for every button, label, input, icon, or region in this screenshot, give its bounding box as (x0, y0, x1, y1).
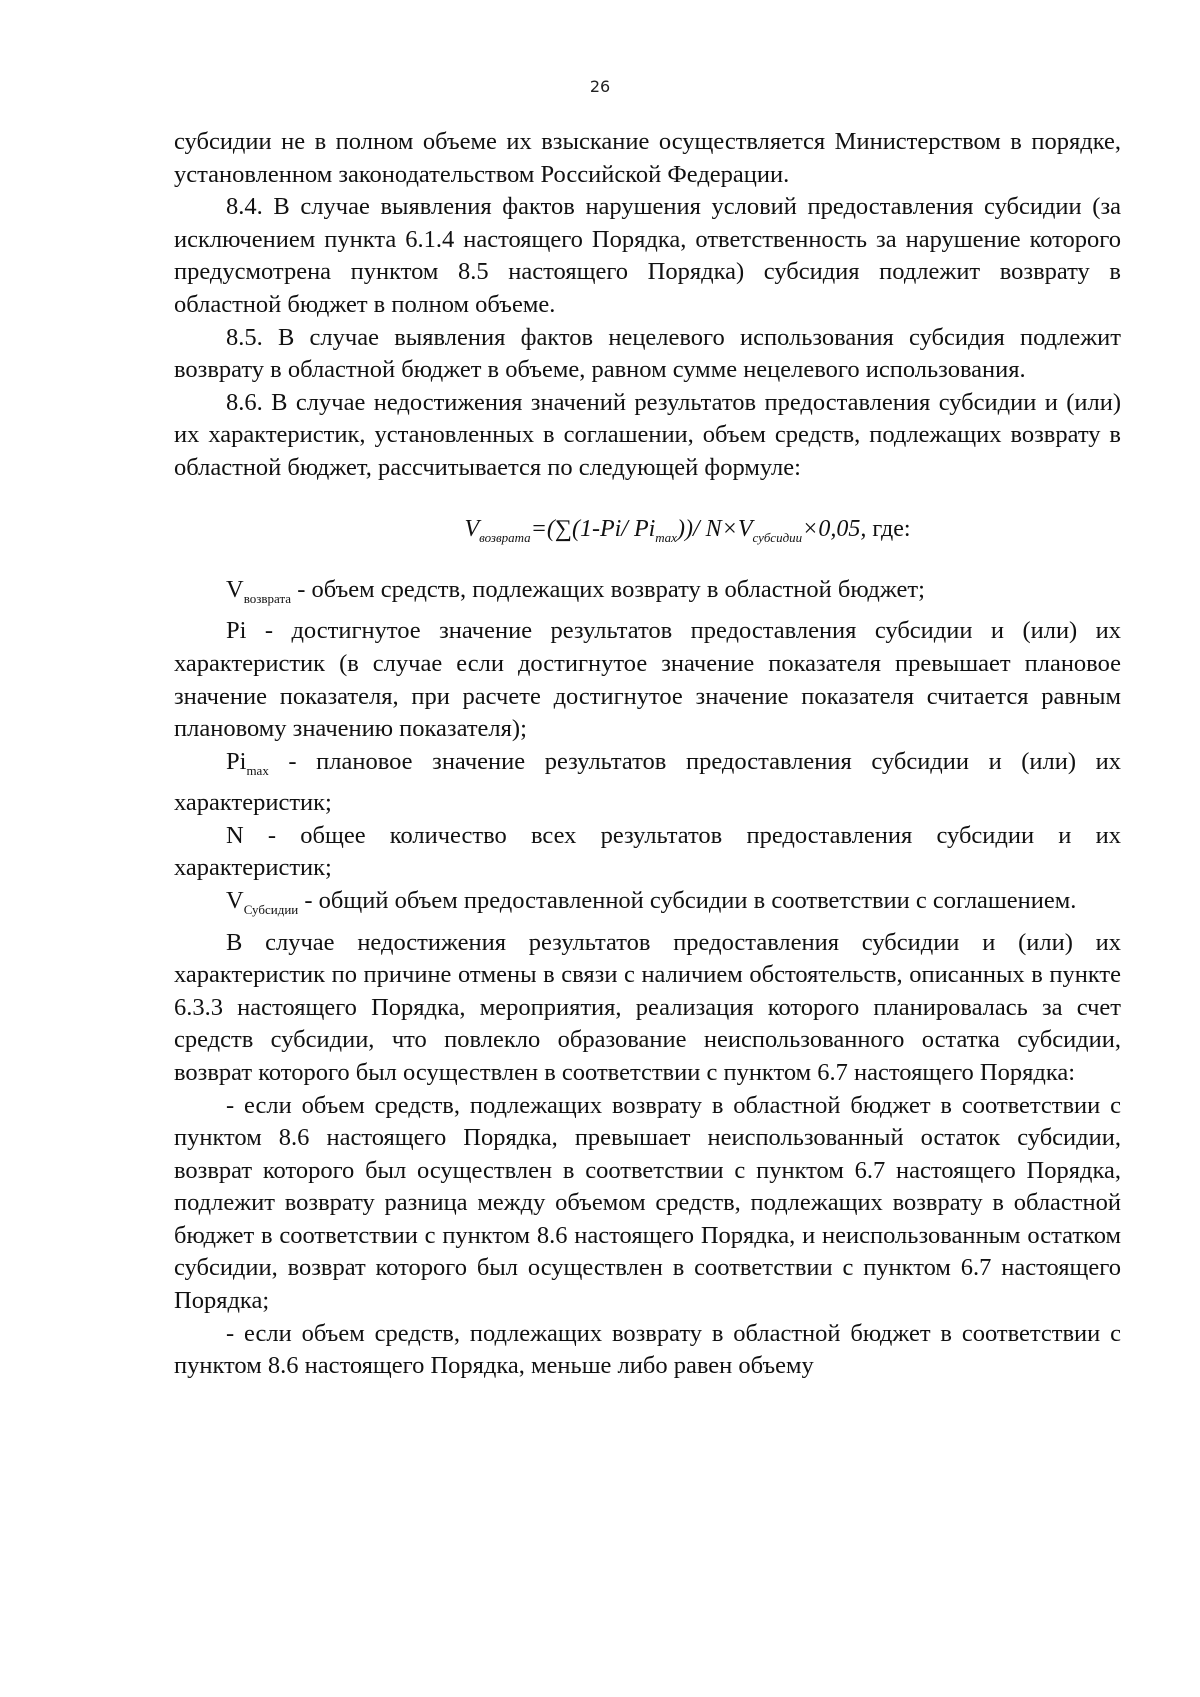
definition-symbol-sub: Субсидии (243, 901, 299, 917)
definition-symbol-sub: max (246, 762, 269, 778)
formula-v: V (464, 515, 480, 542)
definition-symbol: N (226, 821, 244, 849)
formula-tail: ×0,05, (802, 515, 867, 542)
definition-n (174, 820, 1121, 885)
paragraph-continuation: субсидии не в полном объеме их взыскание осуществляется Министерством в порядке, установленном законодательством Российской Федерации. (174, 128, 1121, 188)
paragraph-cancellation: В случае недостижения результатов предоставления субсидии и (или) их характеристик по причине отмены в связи с наличием обстоятельств, описанных в пункте 6.3.3 настоящего Порядка, мероприятия, реализация которого планировалась за счет средств субсидии, что повлекло образование неиспользованного остатка субсидии, возврат которого был осуществлен в соответствии с пунктом 6.7 настоящего Порядка: (174, 928, 1121, 1086)
paragraph-8-4: 8.4. В случае выявления фактов нарушения условий предоставления субсидии (за исключением пункта 6.1.4 настоящего Порядка, ответственность за нарушение которого предусмотрена пунктом 8.5 настоящего Порядка) субсидия подлежит возврату в областной бюджет в полном объеме. (174, 193, 1121, 318)
formula-subsidy-sub: субсидии (752, 529, 803, 545)
definition-text: - общий объем предоставленной субсидии в соответствии с соглашением. (298, 887, 1077, 915)
definition-text: - плановое значение результатов предоставления субсидии и (или) их характеристик; (174, 747, 1121, 817)
formula-mid: =(∑(1-Pi/ Pi (530, 515, 656, 542)
definition-pi (174, 615, 1121, 745)
definition-symbol: V (226, 575, 244, 603)
definition-symbol: Pi (226, 617, 247, 645)
definition-text: - объем средств, подлежащих возврату в областной бюджет; (291, 575, 925, 603)
formula-max-sub: max (655, 529, 677, 545)
formula-v-sub: возврата (479, 529, 531, 545)
definition-text: - достигнутое значение результатов предоставления субсидии и (или) их характеристик (в случае если достигнутое значение показателя превышает плановое значение показателя, при расчете достигнутое значение показателя считается равным плановому значению показателя); (174, 617, 1121, 743)
definition-pi-max (174, 746, 1121, 820)
page-number: 26 (589, 77, 611, 96)
formula-after-max: ))/ N×V (676, 515, 753, 542)
paragraph-8-6: 8.6. В случае недостижения значений результатов предоставления субсидии и (или) их характеристик, установленных в соглашении, объем средств, подлежащих возврату в областной бюджет, рассчитывается по следующей формуле: (174, 388, 1121, 481)
definition-v-subsidy (174, 885, 1121, 926)
formula-where: где: (872, 515, 911, 542)
paragraph-case-less-or-equal: - если объем средств, подлежащих возврату в областной бюджет в соответствии с пунктом 8.6 настоящего Порядка, меньше либо равен объему (174, 1319, 1121, 1380)
paragraph-8-5: 8.5. В случае выявления фактов нецелевого использования субсидия подлежит возврату в областной бюджет в объеме, равном сумме нецелевого использования. (174, 323, 1121, 384)
definition-v-return (174, 574, 1121, 615)
definition-symbol: V (226, 887, 244, 915)
definition-symbol-sub: возврата (243, 590, 292, 606)
definition-symbol: Pi (226, 747, 247, 775)
paragraph-case-exceeds: - если объем средств, подлежащих возврату в областной бюджет в соответствии с пунктом 8.6 настоящего Порядка, превышает неиспользованный остаток субсидии, возврат которого был осуществлен в соответствии с пунктом 6.7 настоящего Порядка, подлежит возврату разница между объемом средств, подлежащих возврату в областной бюджет в соответствии с пунктом 8.6 настоящего Порядка, и неиспользованным остатком субсидии, возврат которого был осуществлен в соответствии с пунктом 6.7 настоящего Порядка; (174, 1091, 1121, 1315)
definition-text: - общее количество всех результатов предоставления субсидии и их характеристик; (174, 821, 1121, 882)
document-body (174, 126, 1121, 1383)
formula (174, 513, 1121, 554)
